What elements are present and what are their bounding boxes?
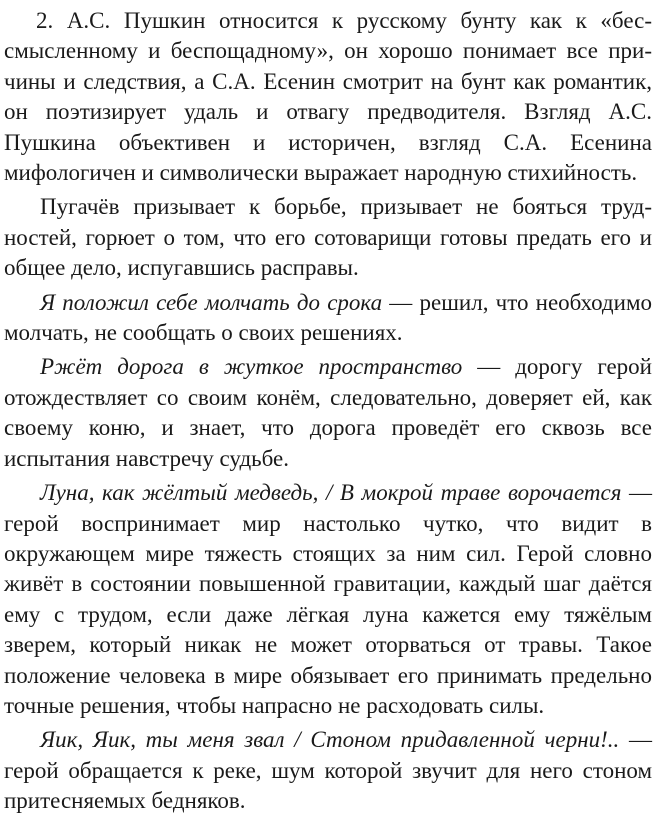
paragraph-3-text: — решил, что необходимо молчать, не сообщать о своих решениях. [4,289,653,346]
paragraph-2-text: Пугачёв призывает к борьбе, призывает не бояться трудностей, горюет о том, что его сотоварищи готовы предать его и общее дело, испугавшись расправы. [4,194,652,281]
paragraph-5-quote: Луна, как жёлтый медведь, / В мокрой траве ворочается [40,480,622,506]
paragraph-3 [4,288,652,349]
paragraph-1-text: 2. А.С. Пушкин относится к русскому бунту как к «бессмысленному и беспощадному», он хорошо понимает все причины и следствия, а С.А. Есенин смотрит на бунт как романтик, он поэтизирует удаль и отвагу предводителя. Взгляд А.С. Пушкина объективен и историчен, взгляд С.А. Есенина мифологичен и символически выражает народную стихийность. [4,8,652,186]
paragraph-5 [4,478,652,721]
paragraph-4-text: — дорогу герой отождествляет со своим конём, следовательно, доверяет ей, как своему коню, и знает, что дорога проведёт его сквозь все испытания навстречу судьбе. [4,354,652,471]
paragraph-4-quote: Ржёт дорога в жуткое пространство [40,354,463,380]
paragraph-6-quote: Яик, Яик, ты меня звал / Стоном придавленной черни!.. [40,727,620,753]
paragraph-5-text: — герой воспринимает мир настолько чутко, что видит в окружающем мире тяжесть стоящих за ним сил. Герой словно живёт в состоянии повышенной гравитации, каждый шаг даётся ему с трудом, если даже лёгкая луна кажется ему тяжёлым зверем, который никак не может оторваться от травы. Такое положение человека в мире обязывает его принимать предельно точные решения, чтобы напрасно не расходовать силы. [4,480,653,718]
paragraph-2 [4,192,652,283]
paragraph-1 [4,6,652,188]
paragraph-6 [4,725,652,816]
paragraph-3-quote: Я положил себе молчать до срока [40,289,383,315]
paragraph-4 [4,352,652,474]
paragraph-6-text: — герой обращается к реке, шум которой звучит для него стоном притесняемых бедняков. [4,727,653,814]
